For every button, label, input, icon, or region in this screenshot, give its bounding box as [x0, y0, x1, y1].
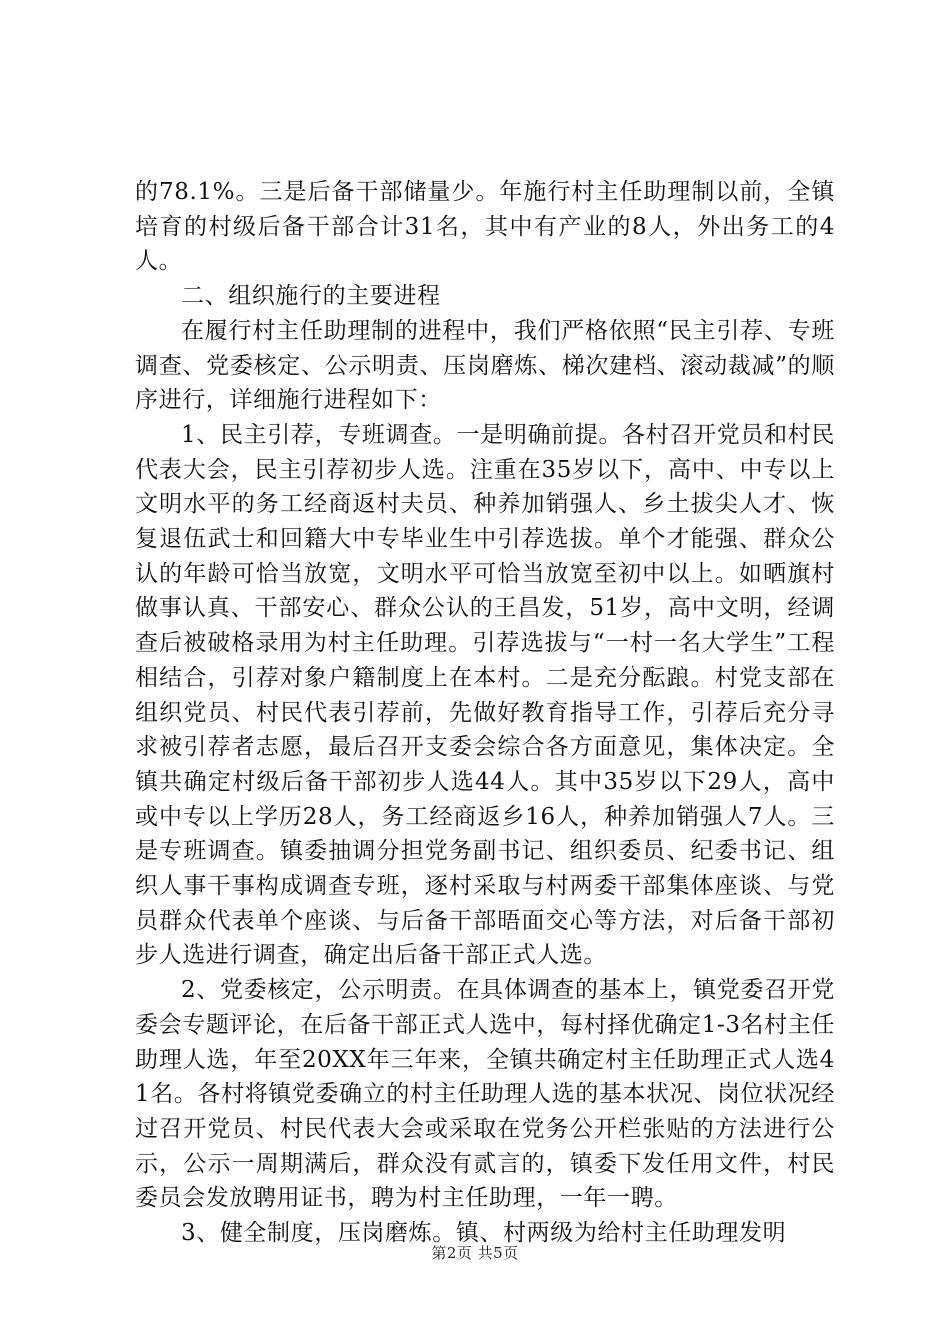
- paragraph-step-3: 3、健全制度，压岗磨炼。镇、村两级为给村主任助理发明: [181, 1220, 787, 1247]
- page-footer: 第2页 共5页: [431, 1244, 519, 1262]
- section-heading: 二、组织施行的主要进程: [181, 283, 441, 310]
- paragraph-step-2: 2、党委核定，公示明责。在具体调查的基本上，镇党委召开党委会专题评论，在后备干部正式人选中，每村择优确定1-3名村主任助理人选，年至20XX年三年来，全镇共确定村主任助理正式人选41名。各村将镇党委确立的村主任助理人选的基本状况、岗位状况经过召开党员、村民代表大会或采取在党务公开栏张贴的方法进行公示，公示一周期满后，群众没有贰言的，镇委下发任用文件，村民委员会发放聘用证书，聘为村主任助理，一年一聘。: [135, 977, 835, 1212]
- document-body: [135, 175, 835, 1251]
- paragraph-intro: 在履行村主任助理制的进程中，我们严格依照“民主引荐、专班调查、党委核定、公示明责、压岗磨炼、梯次建档、滚动裁减”的顺序进行，详细施行进程如下：: [135, 317, 835, 414]
- paragraph-step-1: 1、民主引荐，专班调查。一是明确前提。各村召开党员和村民代表大会，民主引荐初步人选。注重在35岁以下，高中、中专以上文明水平的务工经商返村夫员、种养加销强人、乡土拔尖人才、恢复退伍武士和回籍大中专毕业生中引荐选拔。单个才能强、群众公认的年龄可恰当放宽，文明水平可恰当放宽至初中以上。如晒旗村做事认真、干部安心、群众公认的王昌发，51岁，高中文明，经调查后被破格录用为村主任助理。引荐选拔与“一村一名大学生”工程相结合，引荐对象户籍制度上在本村。二是充分酝踉。村党支部在组织党员、村民代表引荐前，先做好教育指导工作，引荐后充分寻求被引荐者志愿，最后召开支委会综合各方面意见，集体决定。全镇共确定村级后备干部初步人选44人。其中35岁以下29人，高中或中专以上学历28人，务工经商返乡16人，种养加销强人7人。三是专班调查。镇委抽调分担党务副书记、组织委员、纪委书记、组织人事干事构成调查专班，逐村采取与村两委干部集体座谈、与党员群众代表单个座谈、与后备干部晤面交心等方法，对后备干部初步人选进行调查，确定出后备干部正式人选。: [135, 421, 835, 969]
- paragraph-continuation: 的78.1%。三是后备干部储量少。年施行村主任助理制以前，全镇培育的村级后备干部合计31名，其中有产业的8人，外出务工的4人。: [135, 179, 835, 275]
